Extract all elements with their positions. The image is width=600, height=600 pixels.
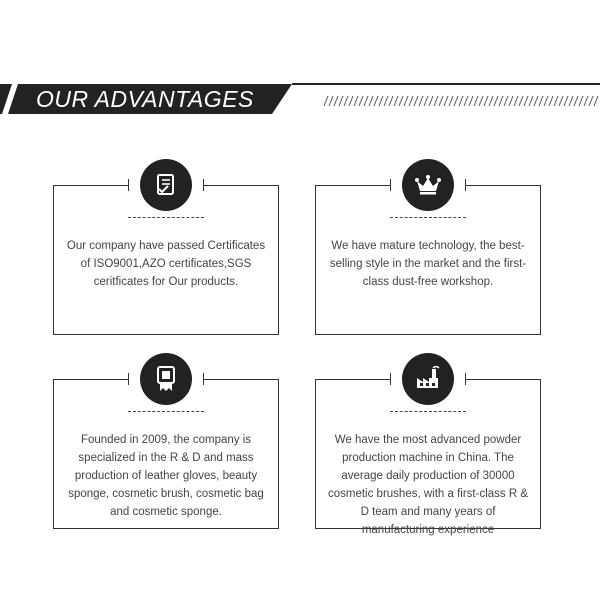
card-top-border-left	[53, 379, 128, 380]
hatch-stroke	[469, 96, 473, 106]
hatch-stroke	[384, 96, 388, 106]
hatch-stroke	[464, 96, 468, 106]
hatch-stroke	[584, 96, 588, 106]
advantage-card-history	[53, 379, 279, 529]
hatch-stroke	[479, 96, 483, 106]
card-tick-right	[465, 179, 466, 191]
hatch-stroke	[409, 96, 413, 106]
hatch-stroke	[349, 96, 353, 106]
section-title: OUR ADVANTAGES	[36, 86, 254, 112]
hatch-stroke	[509, 96, 513, 106]
hatch-stroke	[534, 96, 538, 106]
card-top-border-right	[204, 185, 279, 186]
hatch-stroke	[574, 96, 578, 106]
hatch-stroke	[414, 96, 418, 106]
certificate-icon	[140, 159, 192, 211]
card-description: Founded in 2009, the company is specialized in the R & D and mass production of leather gloves, beauty sponge, cosmetic brush, cosmetic bag and cosmetic sponge.	[68, 434, 264, 518]
card-top-border-right	[466, 379, 541, 380]
hatch-stroke	[434, 96, 438, 106]
hatch-stroke	[484, 96, 488, 106]
card-tick-left	[390, 373, 391, 385]
hatch-stroke	[474, 96, 478, 106]
hatch-stroke	[594, 96, 598, 106]
hatch-stroke	[489, 96, 493, 106]
hatch-stroke	[389, 96, 393, 106]
banner-hatch-pattern	[324, 96, 598, 106]
hatch-stroke	[539, 96, 543, 106]
hatch-stroke	[554, 96, 558, 106]
hatch-stroke	[524, 96, 528, 106]
hatch-stroke	[529, 96, 533, 106]
card-dashed-divider	[390, 217, 466, 218]
card-tick-left	[128, 373, 129, 385]
hatch-stroke	[544, 96, 548, 106]
hatch-stroke	[559, 96, 563, 106]
hatch-stroke	[334, 96, 338, 106]
card-top-border-right	[204, 379, 279, 380]
hatch-stroke	[429, 96, 433, 106]
card-top-border-left	[315, 379, 390, 380]
crown-icon	[402, 159, 454, 211]
hatch-stroke	[449, 96, 453, 106]
hatch-stroke	[549, 96, 553, 106]
card-tick-right	[465, 373, 466, 385]
card-tick-left	[128, 179, 129, 191]
hatch-stroke	[439, 96, 443, 106]
hatch-stroke	[499, 96, 503, 106]
hatch-stroke	[514, 96, 518, 106]
hatch-stroke	[324, 96, 328, 106]
card-tick-right	[203, 179, 204, 191]
hatch-stroke	[354, 96, 358, 106]
hatch-stroke	[374, 96, 378, 106]
card-description: Our company have passed Certificates of ISO9001,AZO certificates,SGS ceritficates for Our products.	[66, 240, 266, 288]
hatch-stroke	[579, 96, 583, 106]
card-description: We have mature technology, the best-selling style in the market and the first-class dust-free workshop.	[329, 240, 527, 288]
hatch-stroke	[494, 96, 498, 106]
card-tick-left	[390, 179, 391, 191]
hatch-stroke	[329, 96, 333, 106]
hatch-stroke	[444, 96, 448, 106]
hatch-stroke	[364, 96, 368, 106]
hatch-stroke	[419, 96, 423, 106]
advantage-card-technology	[315, 185, 541, 335]
hatch-stroke	[424, 96, 428, 106]
card-dashed-divider	[390, 411, 466, 412]
card-top-border-right	[466, 185, 541, 186]
hatch-stroke	[569, 96, 573, 106]
hatch-stroke	[504, 96, 508, 106]
hatch-stroke	[404, 96, 408, 106]
hatch-stroke	[344, 96, 348, 106]
hatch-stroke	[399, 96, 403, 106]
hatch-stroke	[459, 96, 463, 106]
card-description: We have the most advanced powder production machine in China. The average daily production of 30000 cosmetic brushes, with a first-class R & D team and many years of manufacturing experience	[327, 434, 529, 536]
card-tick-right	[203, 373, 204, 385]
card-dashed-divider	[128, 217, 204, 218]
hatch-stroke	[339, 96, 343, 106]
factory-icon	[402, 353, 454, 405]
card-top-border-left	[315, 185, 390, 186]
hatch-stroke	[394, 96, 398, 106]
advantage-card-production	[315, 379, 541, 536]
hatch-stroke	[589, 96, 593, 106]
card-dashed-divider	[128, 411, 204, 412]
award-badge-icon	[140, 353, 192, 405]
card-top-border-left	[53, 185, 128, 186]
hatch-stroke	[379, 96, 383, 106]
hatch-stroke	[359, 96, 363, 106]
advantages-banner	[0, 0, 600, 120]
hatch-stroke	[454, 96, 458, 106]
hatch-stroke	[369, 96, 373, 106]
hatch-stroke	[519, 96, 523, 106]
advantage-card-certificates	[53, 185, 279, 335]
hatch-stroke	[564, 96, 568, 106]
